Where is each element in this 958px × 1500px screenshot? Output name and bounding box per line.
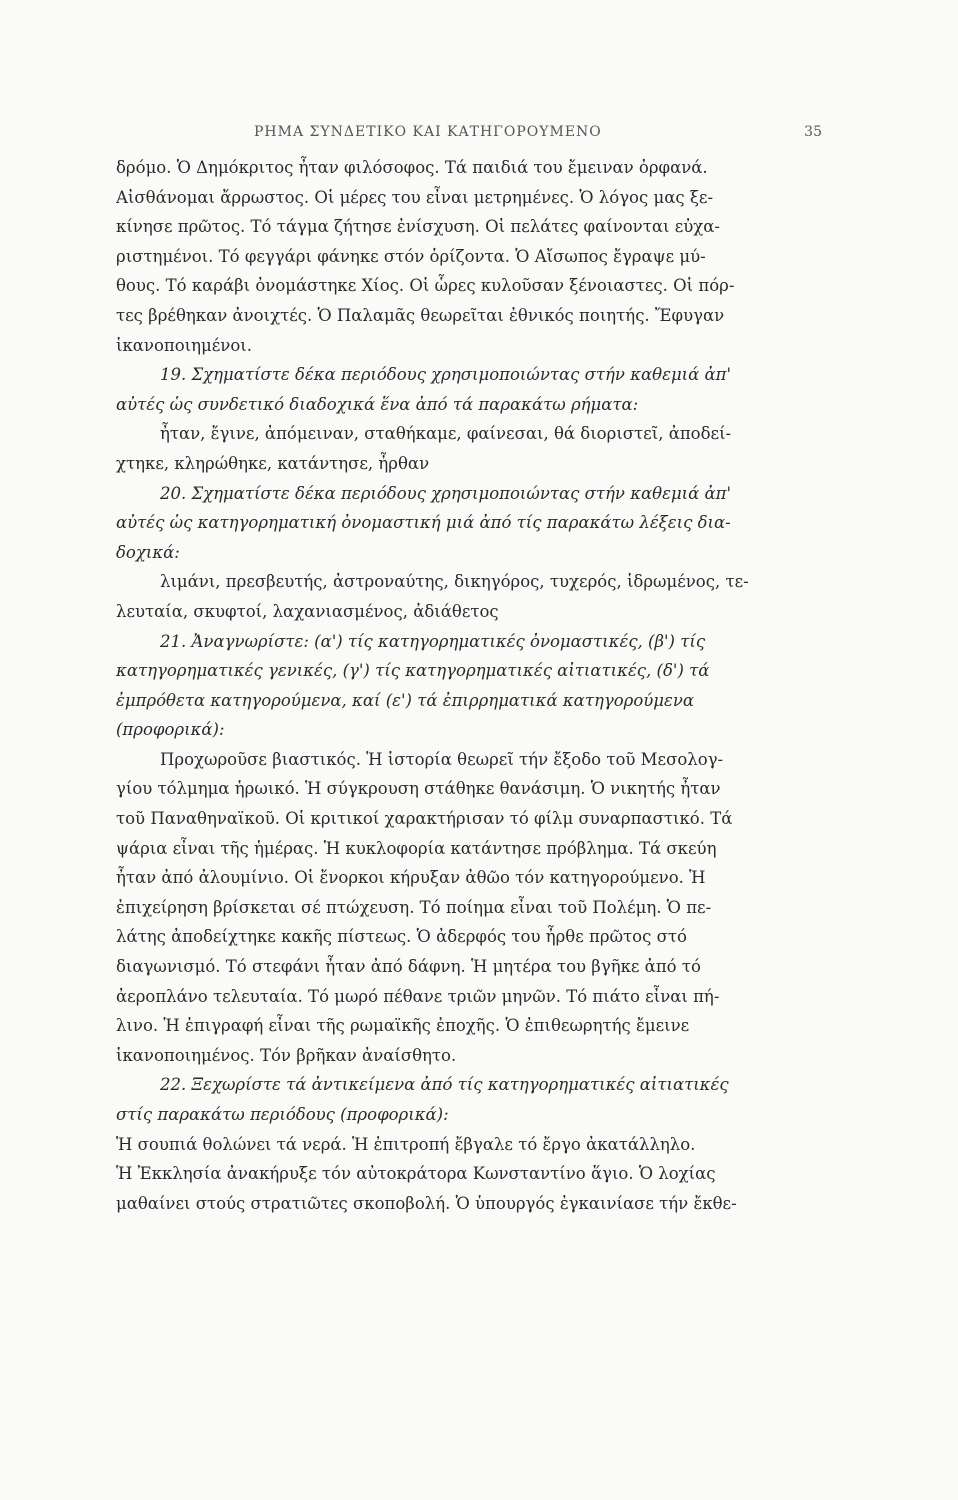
text-line: Προχωροῦσε βιαστικός. Ἡ ἱστορία θεωρεῖ τήν ἔξοδο τοῦ Μεσολογ- — [160, 749, 724, 769]
instruction-text: Ἀναγνωρίστε: (α') τίς κατηγορηματικές ὀνομαστικές, (β') τίς — [191, 631, 706, 651]
text-line: μαθαίνει στούς στρατιῶτες σκοποβολή. Ὁ ὑπουργός ἐγκαινίασε τήν ἔκθε- — [116, 1193, 737, 1213]
running-head-title: ΡΗΜΑ ΣΥΝΔΕΤΙΚΟ ΚΑΙ ΚΑΤΗΓΟΡΟΥΜΕΝΟ — [254, 124, 602, 140]
text-line: Ἡ σουπιά θολώνει τά νερά. Ἡ ἐπιτροπή ἔβγαλε τό ἔργο ἀκατάλληλο. — [116, 1134, 696, 1154]
instruction-line: (προφορικά): — [116, 720, 225, 740]
instruction-line: αὐτές ὡς κατηγορηματική ὀνομαστική μιά ἀπό τίς παρακάτω λέξεις δια- — [116, 513, 731, 533]
word-list-line: χτηκε, κληρώθηκε, κατάντησε, ἦρθαν — [116, 453, 430, 473]
word-list-line: λιμάνι, πρεσβευτής, ἀστροναύτης, δικηγόρος, τυχερός, ἱδρωμένος, τε- — [160, 572, 749, 592]
text-line: τοῦ Παναθηναϊκοῦ. Οἱ κριτικοί χαρακτήρισαν τό φίλμ συναρπαστικό. Τά — [116, 809, 733, 829]
text-line: ψάρια εἶναι τῆς ἡμέρας. Ἡ κυκλοφορία κατάντησε πρόβλημα. Τά σκεύη — [116, 838, 717, 858]
exercise-19-instruction — [116, 360, 824, 390]
exercise-number: 19. — [160, 365, 187, 385]
instruction-text: Σχηματίστε δέκα περιόδους χρησιμοποιώντας στήν καθεμιά ἀπ' — [191, 483, 732, 503]
instruction-line: στίς παρακάτω περιόδους (προφορικά): — [116, 1105, 449, 1124]
exercise-number: 22. — [160, 1075, 187, 1095]
text-line: κίνησε πρῶτος. Τό τάγμα ζήτησε ἐνίσχυση. Οἱ πελάτες φαίνονται εὐχα- — [116, 217, 720, 237]
instruction-line: ἐμπρόθετα κατηγορούμενα, καί (ε') τά ἐπιρρηματικά κατηγορούμενα — [116, 690, 695, 710]
exercise-22-instruction — [116, 1070, 824, 1100]
exercise-number: 21. — [160, 631, 187, 651]
text-line: ριστημένοι. Τό φεγγάρι φάνηκε στόν ὁρίζοντα. Ὁ Αἴσωπος ἔγραψε μύ- — [116, 246, 706, 266]
exercise-number: 20. — [160, 483, 187, 503]
text-line: διαγωνισμό. Τό στεφάνι ἦταν ἀπό δάφνη. Ἡ μητέρα του βγῆκε ἀπό τό — [116, 957, 701, 977]
text-line: δρόμο. Ὁ Δημόκριτος ἦταν φιλόσοφος. Τά παιδιά του ἔμειναν ὀρφανά. — [116, 158, 708, 177]
instruction-line: δοχικά: — [116, 542, 180, 562]
text-line: γίου τόλμημα ἡρωικό. Ἡ σύγκρουση στάθηκε θανάσιμη. Ὁ νικητής ἦταν — [116, 779, 721, 799]
instruction-line: αὐτές ὡς συνδετικό διαδοχικά ἕνα ἀπό τά παρακάτω ρήματα: — [116, 394, 639, 414]
instruction-text: Ξεχωρίστε τά ἀντικείμενα ἀπό τίς κατηγορηματικές αἰτιατικές — [191, 1075, 729, 1095]
instruction-line: κατηγορηματικές γενικές, (γ') τίς κατηγορηματικές αἰτιατικές, (δ') τά — [116, 661, 710, 681]
exercise-20-instruction — [116, 479, 824, 509]
text-line: ἀεροπλάνο τελευταία. Τό μωρό πέθανε τριῶν μηνῶν. Τό πιάτο εἶναι πή- — [116, 986, 720, 1006]
text-line: τες βρέθηκαν ἀνοιχτές. Ὁ Παλαμᾶς θεωρεῖται ἐθνικός ποιητής. Ἔφυγαν — [116, 305, 725, 325]
text-line: θους. Τό καράβι ὀνομάστηκε Χίος. Οἱ ὧρες κυλοῦσαν ξένοιαστες. Οἱ πόρ- — [116, 276, 735, 296]
word-list-line: λευταία, σκυφτοί, λαχανιασμένος, ἀδιάθετος — [116, 601, 499, 621]
exercise-21-instruction — [116, 627, 824, 657]
text-line: ἦταν ἀπό ἀλουμίνιο. Οἱ ἔνορκοι κήρυξαν ἀθῶο τόν κατηγορούμενο. Ἡ — [116, 868, 706, 888]
instruction-text: Σχηματίστε δέκα περιόδους χρησιμοποιώντας στήν καθεμιά ἀπ' — [191, 365, 732, 385]
text-line: Ἡ Ἐκκλησία ἀνακήρυξε τόν αὐτοκράτορα Κωνσταντίνο ἅγιο. Ὁ λοχίας — [116, 1164, 716, 1184]
text-line: ἱκανοποιημένος. Τόν βρῆκαν ἀναίσθητο. — [116, 1045, 457, 1065]
page-body — [116, 153, 824, 1218]
text-line: ἱκανοποιημένοι. — [116, 335, 252, 355]
text-line: λάτης ἀποδείχτηκε κακῆς πίστεως. Ὁ ἀδερφός του ἦρθε πρῶτος στό — [116, 927, 687, 947]
page-number: 35 — [804, 124, 822, 140]
text-line: Αἰσθάνομαι ἄρρωστος. Οἱ μέρες του εἶναι μετρημένες. Ὁ λόγος μας ξε- — [116, 187, 714, 207]
text-line: ἐπιχείρηση βρίσκεται σέ πτώχευση. Τό ποίημα εἶναι τοῦ Πολέμη. Ὁ πε- — [116, 897, 712, 917]
text-line: λινο. Ἡ ἐπιγραφή εἶναι τῆς ρωμαϊκῆς ἐποχῆς. Ὁ ἐπιθεωρητής ἔμεινε — [116, 1016, 690, 1036]
word-list-line: ἦταν, ἔγινε, ἀπόμειναν, σταθήκαμε, φαίνεσαι, θά διοριστεῖ, ἀποδεί- — [160, 424, 732, 444]
